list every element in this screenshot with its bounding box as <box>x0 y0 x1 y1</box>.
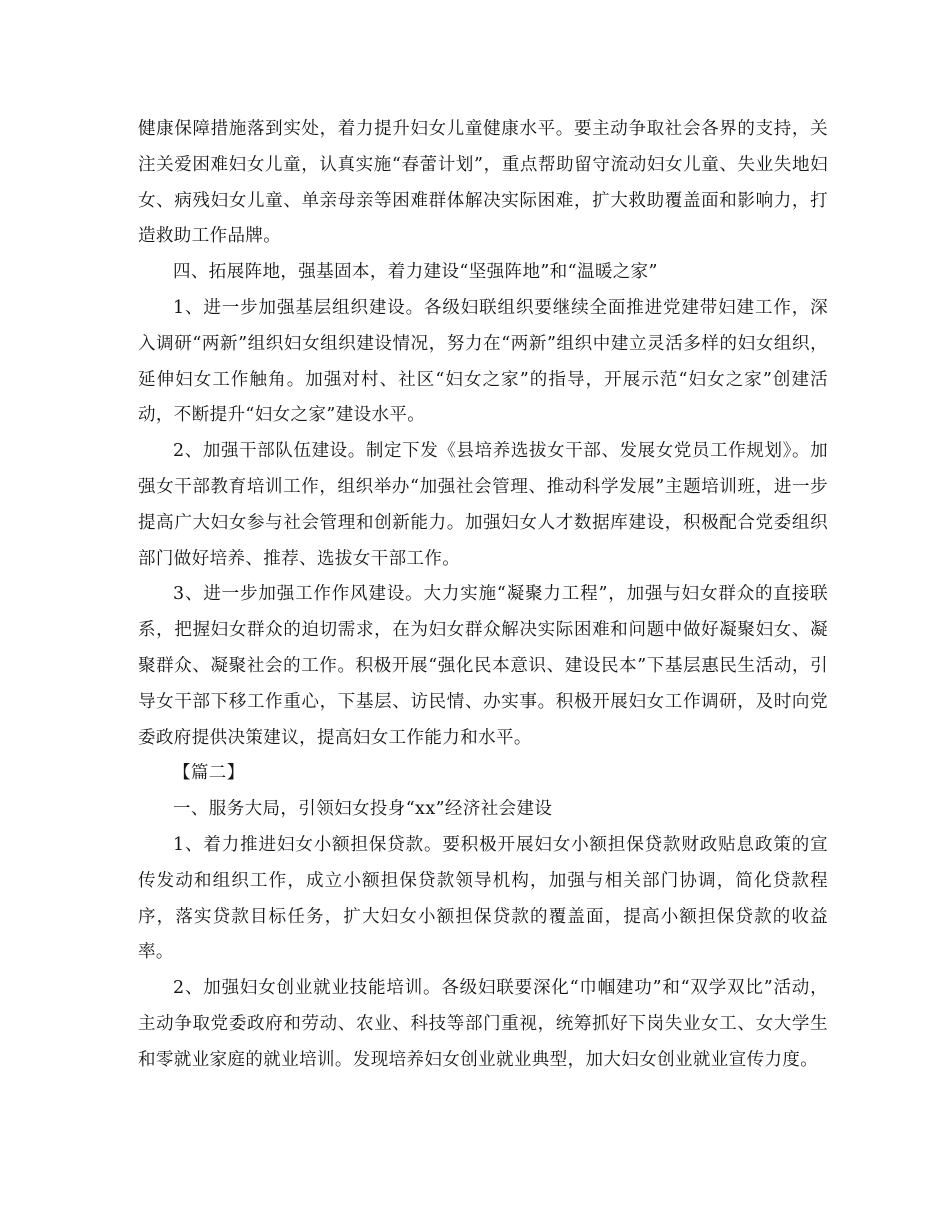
paragraph-cadre-team: 2、加强干部队伍建设。制定下发《县培养选拔女干部、发展女党员工作规划》。加强女干部教育培训工作，组织举办“加强社会管理、推动科学发展”主题培训班，进一步提高广大妇女参与社会管理和创新能力。加强妇女人才数据库建设，积极配合党委组织部门做好培养、推荐、选拔女干部工作。 <box>138 441 828 569</box>
paragraph-grassroots-organization: 1、进一步加强基层组织建设。各级妇联组织要继续全面推进党建带妇建工作，深入调研“两新”组织妇女组织建设情况，努力在“两新”组织中建立灵活多样的妇女组织，延伸妇女工作触角。加强对村、社区“妇女之家”的指导，开展示范“妇女之家”创建活动，不断提升“妇女之家”建设水平。 <box>138 297 828 426</box>
paragraph-health-continuation: 健康保障措施落到实处，着力提升妇女儿童健康水平。要主动争取社会各界的支持，关注关爱困难妇女儿童，认真实施“春蕾计划”，重点帮助留守流动妇女儿童、失业失地妇女、病残妇女儿童、单亲母亲等困难群体解决实际困难，扩大救助覆盖面和影响力，打造救助工作品牌。 <box>138 119 828 247</box>
document-body <box>138 112 828 1079</box>
paragraph-microloans: 1、着力推进妇女小额担保贷款。要积极开展妇女小额担保贷款财政贴息政策的宣传发动和组织工作，成立小额担保贷款领导机构，加强与相关部门协调，简化贷款程序，落实贷款目标任务，扩大妇女小额担保贷款的覆盖面，提高小额担保贷款的收益率。 <box>138 834 828 963</box>
section-heading-four: 四、拓展阵地，强基固本，着力建设“坚强阵地”和“温暖之家” <box>173 262 658 283</box>
part-two-heading: 【篇二】 <box>173 763 245 784</box>
section-heading-one: 一、服务大局，引领妇女投身“xx”经济社会建设 <box>173 799 553 820</box>
paragraph-work-style: 3、进一步加强工作作风建设。大力实施“凝聚力工程”，加强与妇女群众的直接联系，把握妇女群众的迫切需求，在为妇女群众解决实际困难和问题中做好凝聚妇女、凝聚群众、凝聚社会的工作。积极开展“强化民本意识、建设民本”下基层惠民生活动，引导女干部下移工作重心，下基层、访民情、办实事。积极开展妇女工作调研，及时向党委政府提供决策建议，提高妇女工作能力和水平。 <box>138 584 828 748</box>
paragraph-employment-training: 2、加强妇女创业就业技能培训。各级妇联要深化“巾帼建功”和“双学双比”活动，主动争取党委政府和劳动、农业、科技等部门重视，统筹抓好下岗失业女工、女大学生和零就业家庭的就业培训。发现培养妇女创业就业典型，加大妇女创业就业宣传力度。 <box>138 978 828 1070</box>
